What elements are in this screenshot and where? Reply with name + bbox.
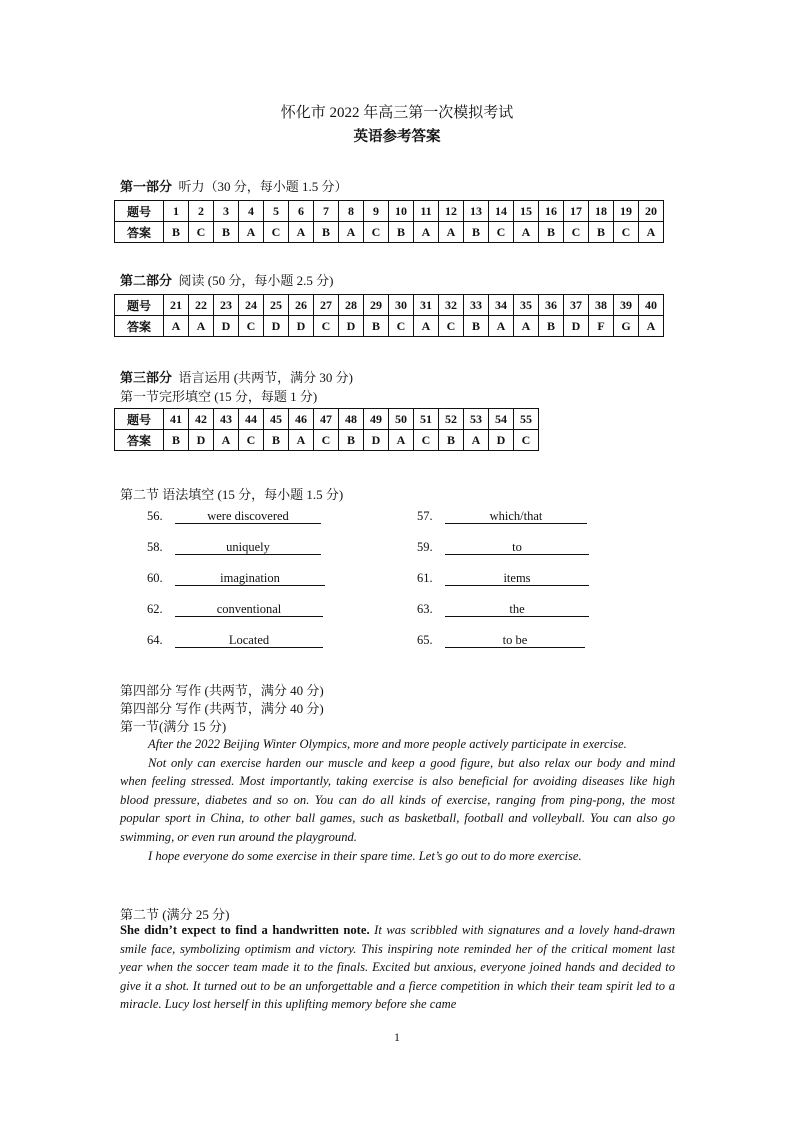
question-number-cell: 21 [164, 295, 189, 316]
grammar-number: 56. [147, 509, 163, 523]
question-number-cell: 1 [164, 201, 189, 222]
question-number-cell: 25 [264, 295, 289, 316]
grammar-number: 61. [417, 571, 433, 585]
answer-cell: C [189, 222, 214, 243]
answer-cell: A [214, 430, 239, 451]
answer-row [115, 222, 664, 243]
part4-section2-heading: 第二节 (满分 25 分) [120, 907, 230, 922]
grammar-number: 63. [417, 602, 433, 616]
answer-cell: A [189, 316, 214, 337]
answer-cell: A [239, 222, 264, 243]
question-number-cell: 42 [189, 409, 214, 430]
answer-cell: B [439, 430, 464, 451]
answer-cell: C [239, 316, 264, 337]
part2-answer-table [114, 294, 664, 337]
part1-answer-table [114, 200, 664, 243]
answer-cell: B [464, 222, 489, 243]
question-number-cell: 31 [414, 295, 439, 316]
grammar-item [147, 540, 321, 555]
answer-cell: C [614, 222, 639, 243]
question-number-cell: 4 [239, 201, 264, 222]
question-number-cell: 10 [389, 201, 414, 222]
grammar-answer: the [445, 602, 589, 617]
answer-cell: A [164, 316, 189, 337]
question-number-cell: 45 [264, 409, 289, 430]
answer-cell: C [239, 430, 264, 451]
part3-section1-heading: 第一节完形填空 (15 分，每题 1 分) [120, 389, 318, 404]
part1-title: 第一部分 [120, 179, 173, 194]
question-number-cell: 32 [439, 295, 464, 316]
question-number-cell: 9 [364, 201, 389, 222]
answer-cell: A [514, 222, 539, 243]
question-row-label: 题号 [115, 409, 164, 430]
grammar-item [147, 602, 323, 617]
part2-note: 阅读 (50 分，每小题 2.5 分) [178, 273, 334, 288]
essay1-paragraph: Not only can exercise harden our muscle and keep a good figure, but also relax our body and mind when feeling stressed. Most importantly, taking exercise is also beneficial for avoiding diseases like high blood pressure, diabetes and so on. You can do all kinds of exercise, ranging from ping-pong, the most popular sport in China, to other ball games, such as basketball, football and volleyball. You can also go swimming, or even run around the playground. [120, 755, 675, 844]
answer-cell: A [339, 222, 364, 243]
question-number-cell: 55 [514, 409, 539, 430]
answer-cell: A [289, 222, 314, 243]
grammar-number: 64. [147, 633, 163, 647]
answer-cell: A [639, 222, 664, 243]
answer-cell: A [464, 430, 489, 451]
grammar-answer: uniquely [175, 540, 321, 555]
answer-cell: B [164, 222, 189, 243]
answer-cell: C [264, 222, 289, 243]
answer-cell: F [589, 316, 614, 337]
answer-row [115, 430, 539, 451]
grammar-number: 62. [147, 602, 163, 616]
question-number-cell: 17 [564, 201, 589, 222]
essay2 [120, 921, 675, 1014]
grammar-answer: Located [175, 633, 323, 648]
answer-row-label: 答案 [115, 222, 164, 243]
grammar-answer: imagination [175, 571, 325, 586]
part1-note: 听力（30 分，每小题 1.5 分） [178, 179, 348, 194]
question-number-cell: 24 [239, 295, 264, 316]
answer-cell: D [564, 316, 589, 337]
part3-title: 第三部分 [120, 370, 173, 385]
grammar-number: 65. [417, 633, 433, 647]
question-number-cell: 12 [439, 201, 464, 222]
answer-cell: C [389, 316, 414, 337]
question-number-cell: 27 [314, 295, 339, 316]
question-row [115, 409, 539, 430]
essay1-paragraph: I hope everyone do some exercise in their spare time. Let’s go out to do more exercise. [148, 848, 582, 863]
grammar-item [417, 571, 589, 586]
question-number-cell: 16 [539, 201, 564, 222]
grammar-number: 57. [417, 509, 433, 523]
answer-cell: A [439, 222, 464, 243]
answer-cell: G [614, 316, 639, 337]
grammar-answer: were discovered [175, 509, 321, 524]
answer-cell: B [539, 222, 564, 243]
answer-cell: B [264, 430, 289, 451]
answer-cell: D [289, 316, 314, 337]
question-number-cell: 15 [514, 201, 539, 222]
question-number-cell: 8 [339, 201, 364, 222]
question-number-cell: 2 [189, 201, 214, 222]
question-number-cell: 34 [489, 295, 514, 316]
answer-cell: A [414, 316, 439, 337]
question-row [115, 295, 664, 316]
essay2-lead: She didn’t expect to find a handwritten note. [120, 923, 370, 937]
question-number-cell: 29 [364, 295, 389, 316]
question-number-cell: 20 [639, 201, 664, 222]
question-number-cell: 39 [614, 295, 639, 316]
question-number-cell: 3 [214, 201, 239, 222]
answer-cell: A [289, 430, 314, 451]
question-number-cell: 40 [639, 295, 664, 316]
question-number-cell: 44 [239, 409, 264, 430]
answer-cell: C [364, 222, 389, 243]
answer-cell: B [214, 222, 239, 243]
question-number-cell: 13 [464, 201, 489, 222]
answer-cell: B [314, 222, 339, 243]
question-number-cell: 48 [339, 409, 364, 430]
answer-cell: C [564, 222, 589, 243]
essay2-body: It was scribbled with signatures and a lovely hand-drawn smile face, symbolizing optimism and victory. This inspiring note reminded her of the critical moment last year when the soccer team made it to the finals. Excited but anxious, everyone joined hands and decided to give it a shot. It turned out to be an unforgettable and a fierce competition in which their team spirit led to a miracle. Lucy lost herself in this uplifting memory before she came [120, 923, 675, 1012]
question-number-cell: 37 [564, 295, 589, 316]
part1-heading [120, 176, 348, 195]
question-number-cell: 11 [414, 201, 439, 222]
answer-cell: D [189, 430, 214, 451]
question-number-cell: 36 [539, 295, 564, 316]
answer-cell: D [489, 430, 514, 451]
answer-cell: A [414, 222, 439, 243]
answer-row [115, 316, 664, 337]
answer-cell: A [389, 430, 414, 451]
answer-cell: A [489, 316, 514, 337]
question-number-cell: 22 [189, 295, 214, 316]
question-number-cell: 52 [439, 409, 464, 430]
grammar-number: 60. [147, 571, 163, 585]
grammar-item [417, 540, 589, 555]
answer-cell: C [514, 430, 539, 451]
grammar-number: 59. [417, 540, 433, 554]
part4-heading: 第四部分 写作 (共两节，满分 40 分) [120, 683, 324, 698]
grammar-answer: items [445, 571, 589, 586]
question-number-cell: 26 [289, 295, 314, 316]
grammar-item [147, 633, 323, 648]
question-number-cell: 23 [214, 295, 239, 316]
answer-cell: D [264, 316, 289, 337]
question-number-cell: 6 [289, 201, 314, 222]
question-number-cell: 30 [389, 295, 414, 316]
grammar-answer: which/that [445, 509, 587, 524]
grammar-item [417, 633, 585, 648]
question-row [115, 201, 664, 222]
page-subtitle: 英语参考答案 [353, 129, 441, 145]
question-number-cell: 50 [389, 409, 414, 430]
part4-section1-heading: 第一节(满分 15 分) [120, 719, 227, 734]
part4-heading-repeat: 第四部分 写作 (共两节，满分 40 分) [120, 701, 324, 716]
part3-note: 语言运用 (共两节，满分 30 分) [178, 370, 353, 385]
grammar-item [417, 509, 587, 524]
answer-cell: C [439, 316, 464, 337]
answer-row-label: 答案 [115, 316, 164, 337]
page-title: 怀化市 2022 年高三第一次模拟考试 [280, 105, 514, 121]
answer-row-label: 答案 [115, 430, 164, 451]
question-number-cell: 5 [264, 201, 289, 222]
answer-cell: D [339, 316, 364, 337]
question-number-cell: 51 [414, 409, 439, 430]
question-number-cell: 46 [289, 409, 314, 430]
answer-cell: D [214, 316, 239, 337]
answer-cell: B [539, 316, 564, 337]
question-number-cell: 49 [364, 409, 389, 430]
question-row-label: 题号 [115, 201, 164, 222]
part2-heading [120, 270, 333, 289]
answer-cell: C [489, 222, 514, 243]
question-number-cell: 19 [614, 201, 639, 222]
question-number-cell: 14 [489, 201, 514, 222]
answer-cell: C [314, 316, 339, 337]
answer-cell: B [589, 222, 614, 243]
essay1-paragraph: After the 2022 Beijing Winter Olympics, more and more people actively participate in exercise. [148, 737, 627, 751]
question-number-cell: 7 [314, 201, 339, 222]
answer-cell: C [314, 430, 339, 451]
grammar-answer: conventional [175, 602, 323, 617]
answer-cell: D [364, 430, 389, 451]
grammar-answer: to be [445, 633, 585, 648]
part3-answer-table [114, 408, 539, 451]
question-row-label: 题号 [115, 295, 164, 316]
grammar-item [417, 602, 589, 617]
question-number-cell: 54 [489, 409, 514, 430]
answer-cell: B [464, 316, 489, 337]
question-number-cell: 18 [589, 201, 614, 222]
part2-title: 第二部分 [120, 273, 173, 288]
grammar-item [147, 509, 321, 524]
part3-section2-heading: 第二节 语法填空 (15 分，每小题 1.5 分) [120, 487, 344, 502]
answer-cell: B [339, 430, 364, 451]
answer-cell: B [389, 222, 414, 243]
question-number-cell: 43 [214, 409, 239, 430]
answer-cell: A [514, 316, 539, 337]
grammar-number: 58. [147, 540, 163, 554]
grammar-item [147, 571, 325, 586]
question-number-cell: 33 [464, 295, 489, 316]
page-number: 1 [394, 1030, 400, 1044]
part3-heading [120, 367, 353, 386]
question-number-cell: 53 [464, 409, 489, 430]
answer-cell: C [414, 430, 439, 451]
question-number-cell: 47 [314, 409, 339, 430]
essay1 [120, 735, 675, 865]
question-number-cell: 28 [339, 295, 364, 316]
question-number-cell: 38 [589, 295, 614, 316]
question-number-cell: 35 [514, 295, 539, 316]
answer-cell: B [364, 316, 389, 337]
answer-cell: B [164, 430, 189, 451]
grammar-answer: to [445, 540, 589, 555]
answer-cell: A [639, 316, 664, 337]
question-number-cell: 41 [164, 409, 189, 430]
